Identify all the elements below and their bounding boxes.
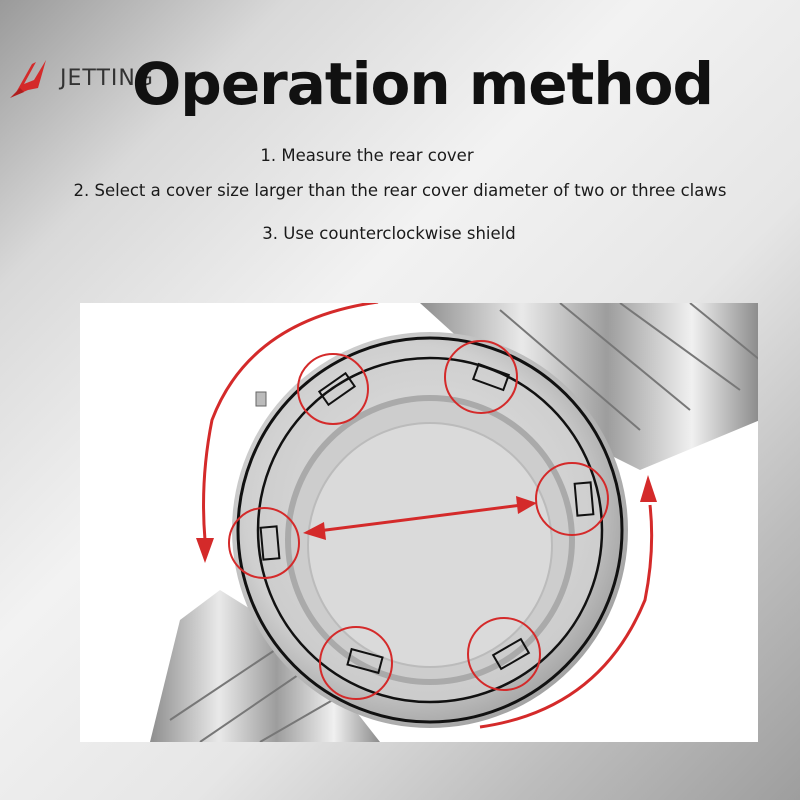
watch-back-photo bbox=[80, 303, 758, 742]
watch-illustration bbox=[80, 303, 758, 742]
arrowhead-down-icon bbox=[196, 538, 214, 563]
brand-name: JETTING bbox=[60, 65, 154, 91]
step-2: 2. Select a cover size larger than the rear cover diameter of two or three claws bbox=[73, 181, 727, 200]
rear-cover-center bbox=[308, 423, 552, 667]
lightning-logo-icon bbox=[10, 58, 56, 98]
step-3: 3. Use counterclockwise shield bbox=[262, 224, 516, 243]
arrowhead-up-icon bbox=[640, 475, 657, 502]
step-1: 1. Measure the rear cover bbox=[260, 146, 474, 165]
page-title: Operation method bbox=[132, 50, 713, 118]
crown bbox=[256, 392, 266, 406]
